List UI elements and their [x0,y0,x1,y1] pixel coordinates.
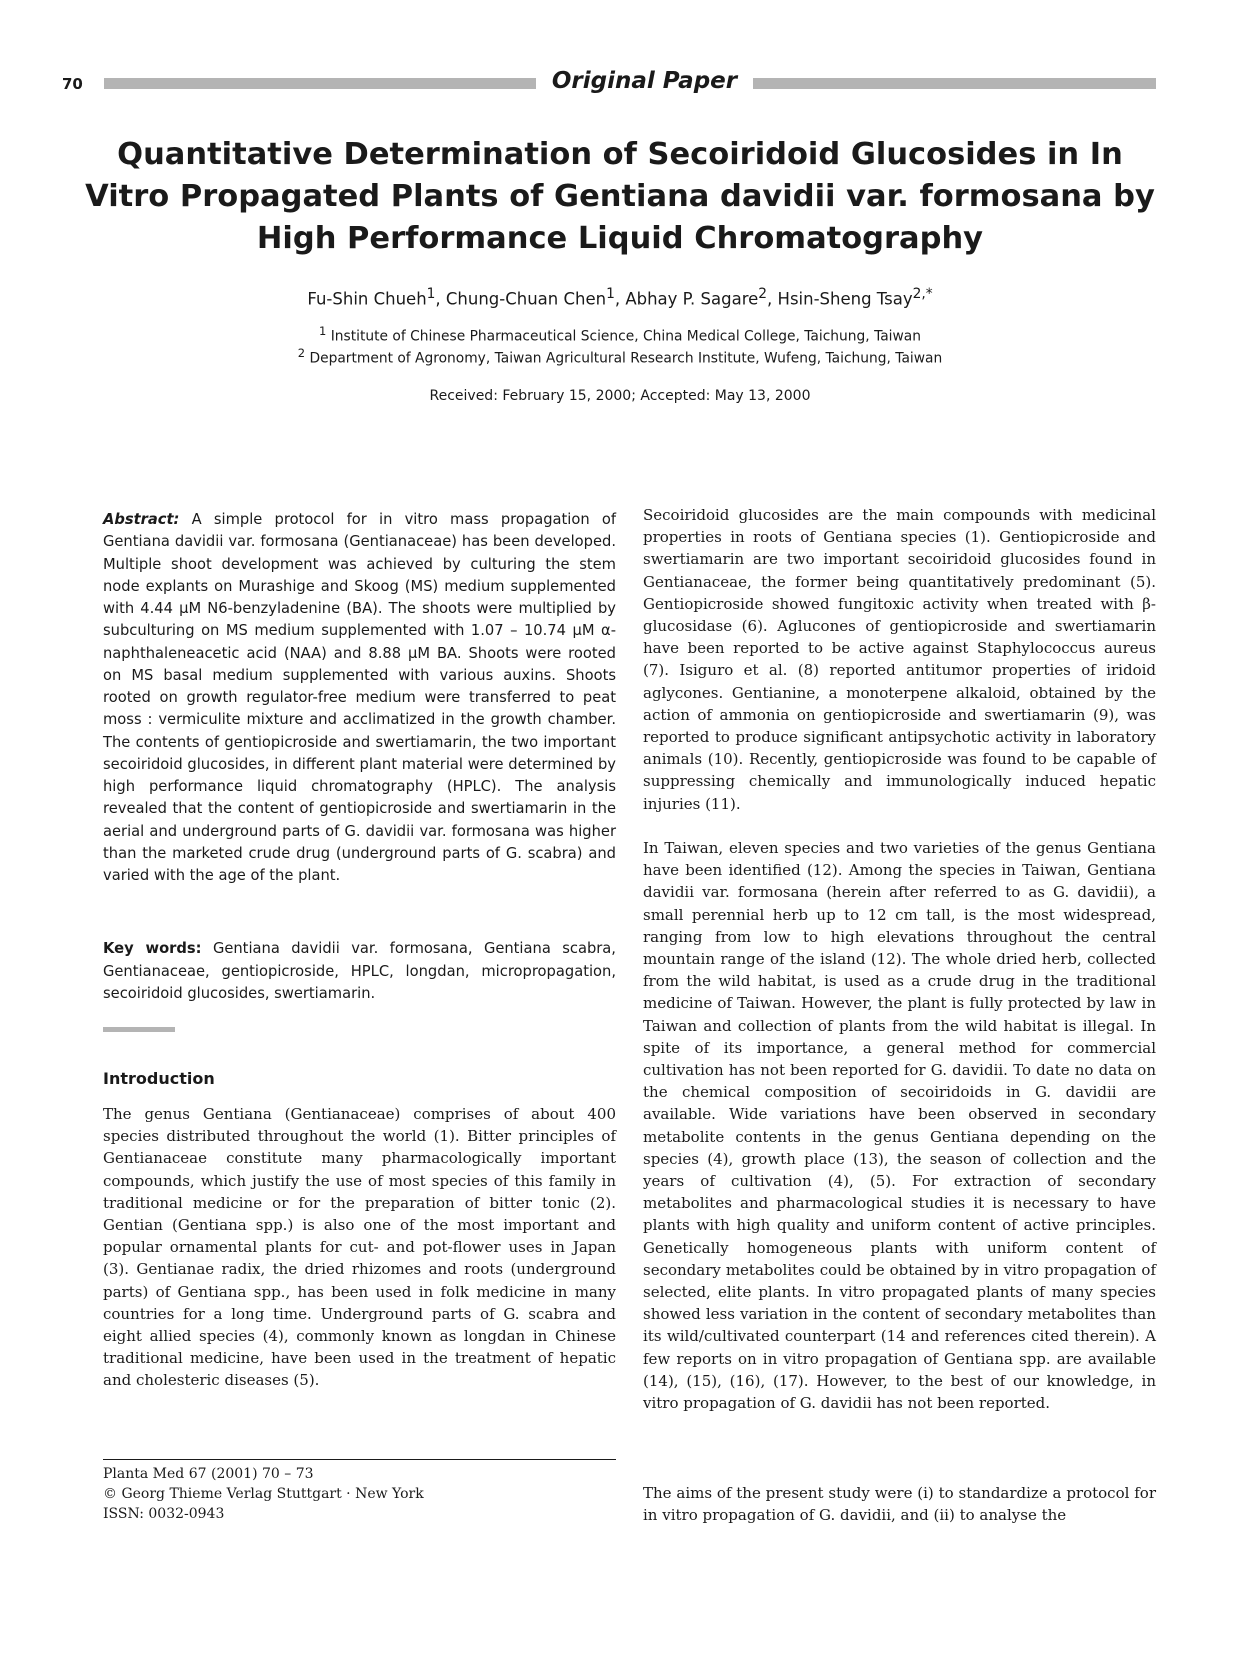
publisher-line: © Georg Thieme Verlag Stuttgart · New York [103,1486,424,1502]
author-name: Hsin-Sheng Tsay [777,289,913,309]
issn-line: ISSN: 0032-0943 [103,1506,225,1522]
affiliation [80,324,1160,345]
affiliation-number: 1 [319,324,327,338]
keywords-label: Key words: [103,940,202,957]
header-rule-right [753,78,1156,89]
introduction-paragraph: The aims of the present study were (i) to standardize a protocol for in vitro propagation of G. davidii, and (ii) to analyse the [643,1484,1156,1525]
author-affiliation-mark: 2 [758,286,768,302]
citation-line: Planta Med 67 (2001) 70 – 73 [103,1466,314,1482]
introduction-paragraph: The genus Gentiana (Gentianaceae) comprises of about 400 species distributed throughout the world (1). Bitter principles of Gentianaceae constitute many pharmacologically important compounds, which justify the use of most species of this family in traditional medicine or for the preparation of bitter tonic (2). Gentian (Gentiana spp.) is also one of the most important and popular ornamental plants for cut- and pot-flower uses in Japan (3). Gentianae radix, the dried rhizomes and roots (underground parts) of Gentiana spp., has been used in folk medicine in many countries for a long time. Underground parts of G. scabra and eight allied species (4), commonly known as longdan in Chinese traditional medicine, have been used in the treatment of hepatic and cholesteric diseases (5). [103,1105,616,1390]
footer-rule [103,1459,616,1460]
keywords-text: Gentiana davidii var. formosana, Gentiana scabra, Gentianaceae, gentiopicroside, HPLC, longdan, micropropagation, secoiridoid glucosides, swertiamarin. [103,940,616,1002]
author-affiliation-mark: 1 [606,286,615,302]
affiliation-number: 2 [297,346,306,360]
affiliation-text: Institute of Chinese Pharmaceutical Science, China Medical College, Taichung, Taiwan [330,328,921,345]
introduction-heading: Introduction [103,1069,215,1088]
author-name: Chung-Chuan Chen [445,289,607,309]
abstract [103,509,616,887]
header-rule-left [104,78,536,89]
author-list: Fu-Shin Chueh$^1$, Chung-Chuan Chen$^1$, Abhay P. Sagare$^2$, Hsin-Sheng Tsay$^{2,*}$ [307,286,933,309]
author-name: Fu-Shin Chueh [307,289,427,309]
page-number: 70 [62,75,83,93]
received-dates: Received: February 15, 2000; Accepted: May 13, 2000 [429,388,811,404]
section-divider [103,1027,175,1032]
introduction-paragraph: In Taiwan, eleven species and two varieties of the genus Gentiana have been identified (12). Among the species in Taiwan, Gentiana davidii var. formosana (herein after referred to as G. davidii), a small perennial herb up to 12 cm tall, is the most widespread, ranging from low to high elevations throughout the central mountain range of the island (12). The whole dried herb, collected from the wild habitat, is used as a crude drug in the traditional medicine of Taiwan. However, the plant is fully protected by law in Taiwan and collection of plants from the wild habitat is illegal. In spite of its importance, a general method for commercial cultivation has not been reported for G. davidii. To date no data on the chemical composition of secoiridoids in G. davidii are available. Wide variations have been observed in secondary metabolite contents in the genus Gentiana depending on the species (4), growth place (13), the season of collection and the years of cultivation (4), (5). For extraction of secondary metabolites and pharmacological studies it is necessary to have plants with high quality and uniform content of active principles. Genetically homogeneous plants with uniform content of secondary metabolites could be obtained by in vitro propagation of selected, elite plants. In vitro propagated plants of many species showed less variation in the content of secondary metabolites than its wild/cultivated counterpart (14 and references cited therein). A few reports on in vitro propagation of Gentiana spp. are available (14), (15), (16), (17). However, to the best of our knowledge, in vitro propagation of G. davidii has not been reported. [643,839,1156,1413]
affiliation [80,346,1160,367]
abstract-label: Abstract: [103,511,180,528]
abstract-text: A simple protocol for in vitro mass propagation of Gentiana davidii var. formosana (Gentianaceae) has been developed. Multiple shoot development was achieved by culturing the stem node explants on Murashige and Skoog (MS) medium supplemented with 4.44 μM N6-benzyladenine (BA). The shoots were multiplied by subculturing on MS medium supplemented with 1.07 – 10.74 μM α-naphthaleneacetic acid (NAA) and 8.88 μM BA. Shoots were rooted on MS basal medium supplemented with various auxins. Shoots rooted on growth regulator-free medium were transferred to peat moss : vermiculite mixture and acclimatized in the growth chamber. The contents of gentiopicroside and swertiamarin, the two important secoiridoid glucosides, in different plant material were determined by high performance liquid chromatography (HPLC). The analysis revealed that the content of gentiopicroside and swertiamarin in the aerial and underground parts of G. davidii var. formosana was higher than the marketed crude drug (underground parts of G. scabra) and varied with the age of the plant. [103,511,616,884]
introduction-paragraph: Secoiridoid glucosides are the main compounds with medicinal properties in roots of Gentiana species (1). Gentiopicroside and swertiamarin are two important secoiridoid glucosides found in Gentianaceae, the former being quantitatively predominant (5). Gentiopicroside showed fungitoxic activity when treated with β-glucosidase (6). Aglucones of gentiopicroside and swertiamarin have been reported to be active against Staphylococcus aureus (7). Isiguro et al. (8) reported antitumor properties of iridoid aglycones. Gentianine, a monoterpene alkaloid, obtained by the action of ammonia on gentiopicroside and swertiamarin (9), was reported to produce significant antipsychotic activity in laboratory animals (10). Recently, gentiopicroside was found to be capable of suppressing chemically and immunologically induced hepatic injuries (11). [643,506,1156,813]
section-label: Original Paper [551,68,738,94]
affiliation-text: Department of Agronomy, Taiwan Agricultural Research Institute, Wufeng, Taichung, Taiwan [309,350,943,367]
author-name: Abhay P. Sagare [625,289,759,309]
article-title: Quantitative Determination of Secoiridoid Glucosides in In Vitro Propagated Plants of Gentiana davidii var. formosana by High Performance Liquid Chromatography [85,137,1155,256]
journal-footer [103,1464,424,1524]
keywords [103,938,616,1006]
author-affiliation-mark: 1 [426,286,436,302]
author-affiliation-mark: 2,* [912,286,933,302]
running-header [0,68,1240,102]
